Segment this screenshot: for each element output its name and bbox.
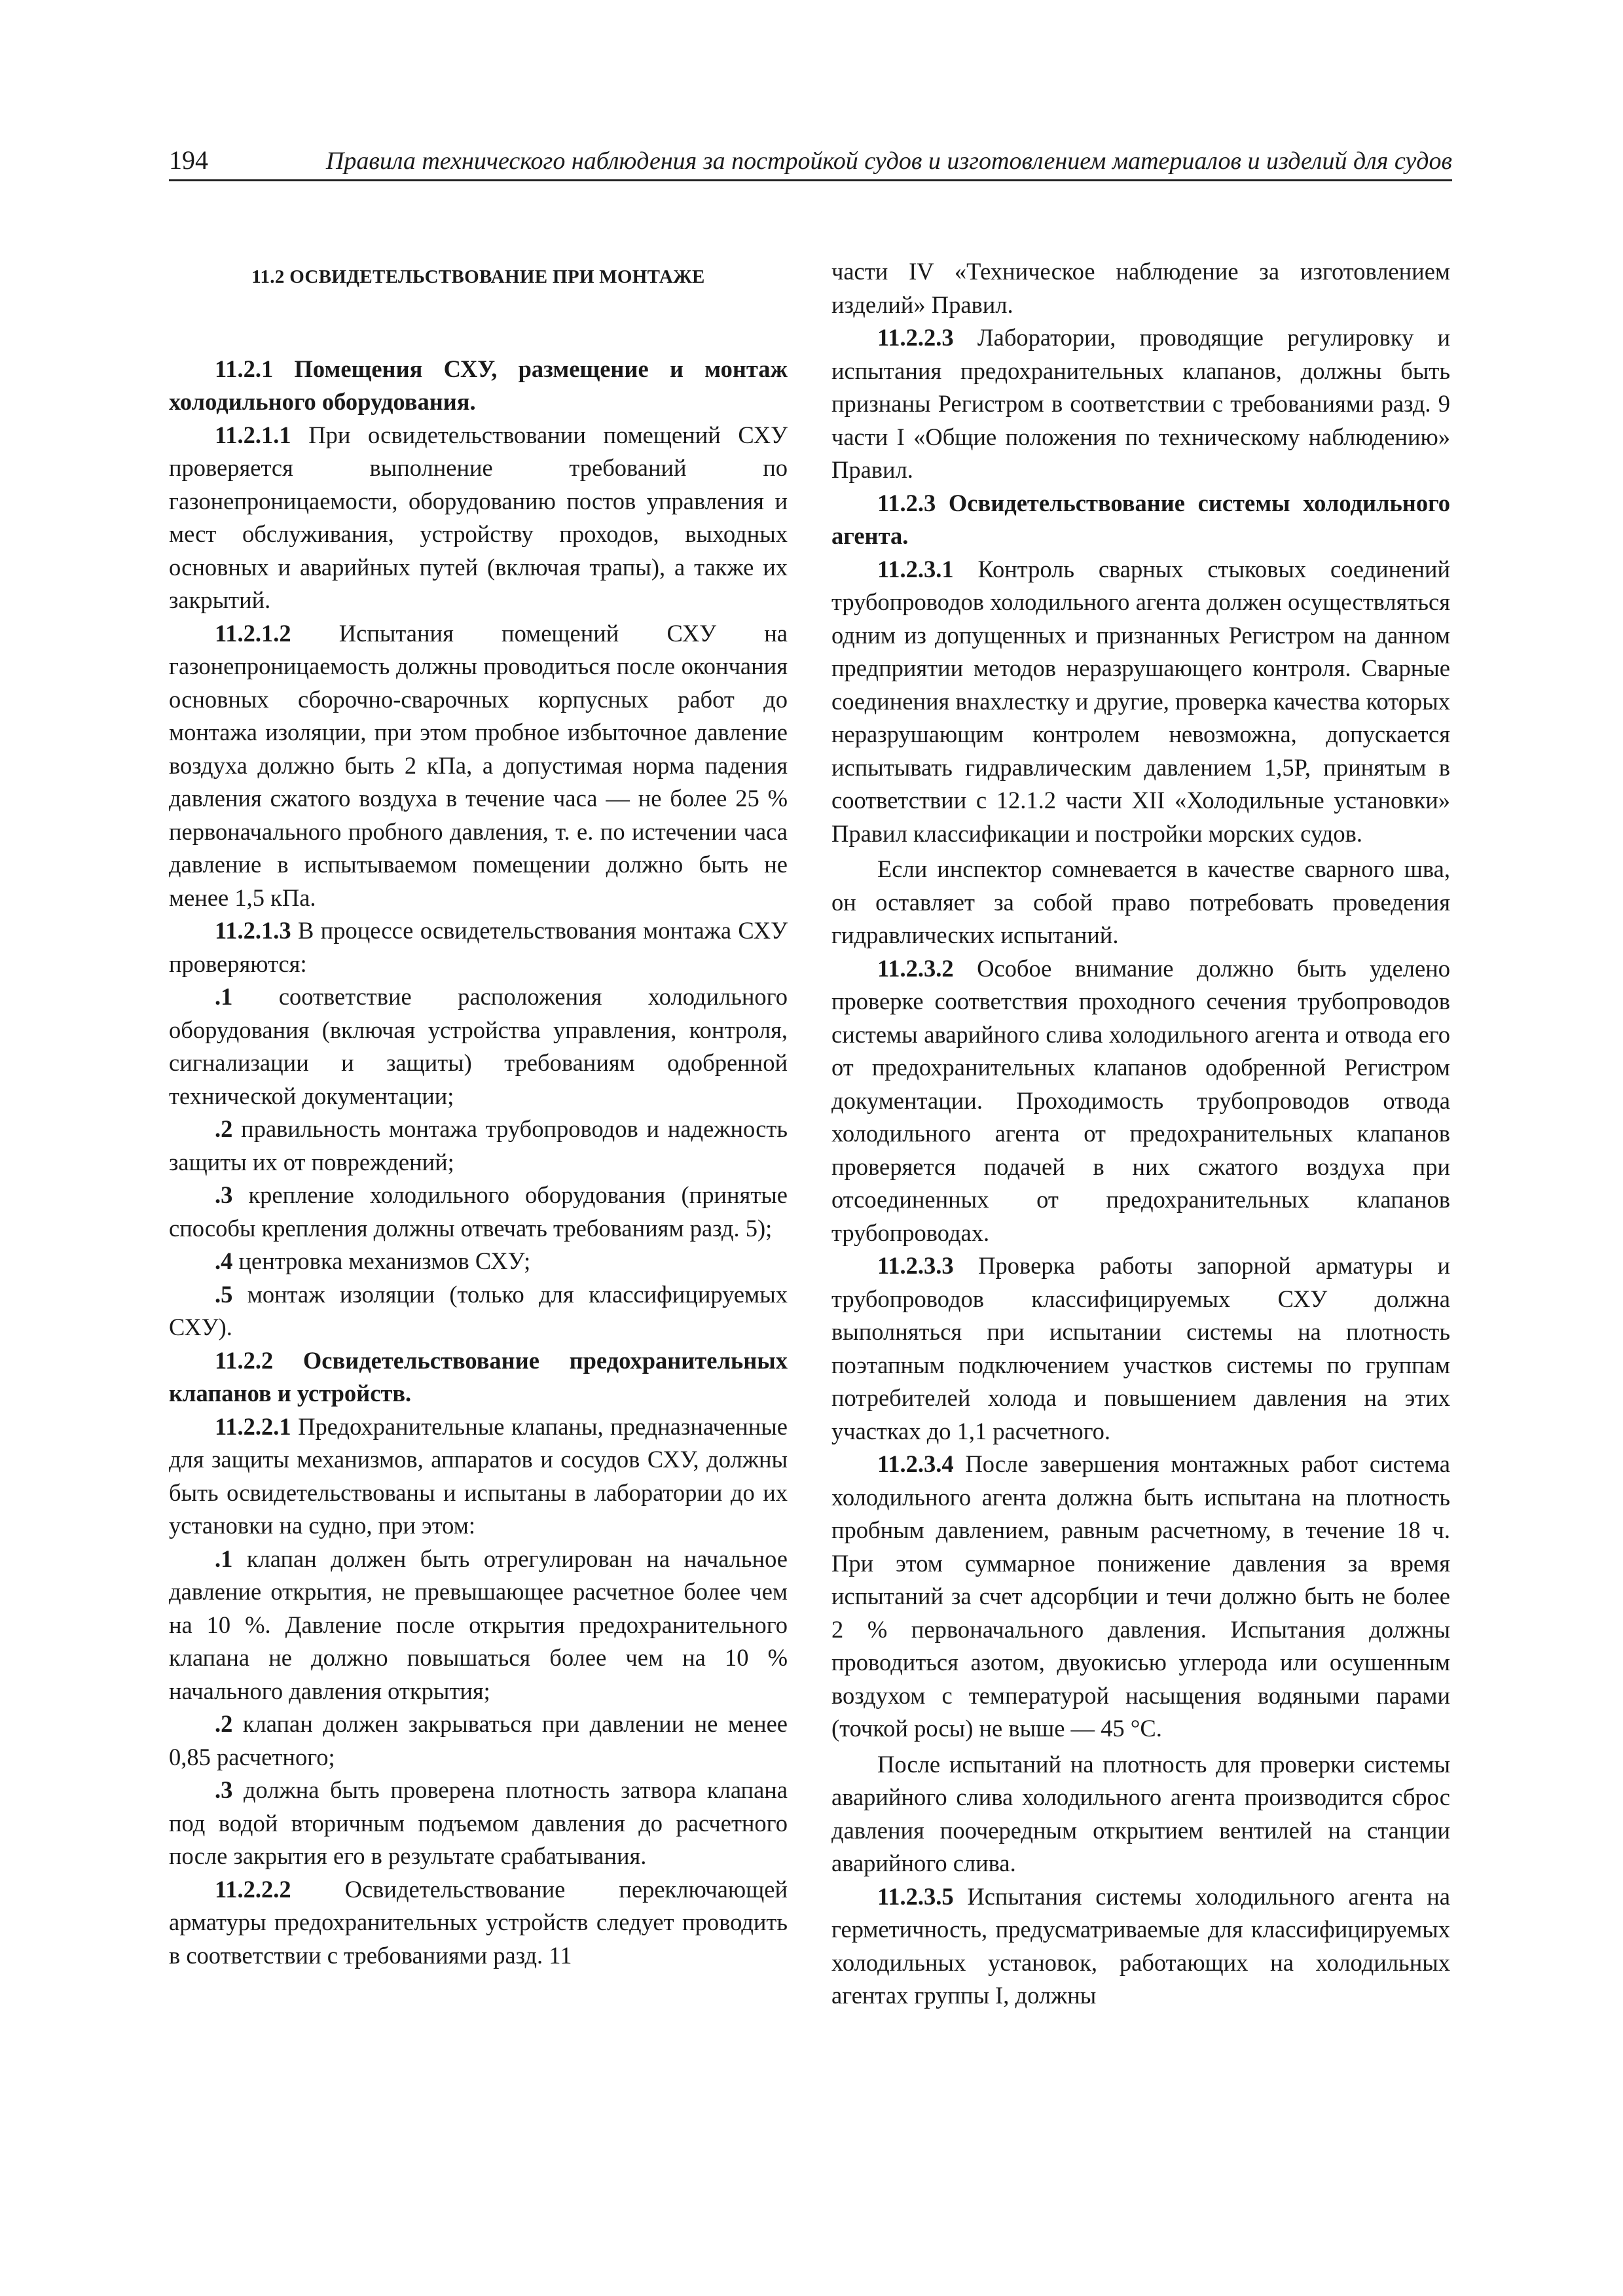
list-item-5	[169, 1278, 788, 1344]
page-number: 194	[169, 145, 208, 175]
item-number: .1	[215, 983, 233, 1010]
clause-text: Лаборатории, проводящие регулировку и испытания предохранительных клапанов, должны быть признаны Регистром в соответствии с требованиями разд. 9 части I «Общие положения по техническому наблюдению» Правил.	[831, 324, 1450, 483]
clause-number: 11.2.3.5	[877, 1882, 954, 1910]
right-column	[831, 255, 1450, 2013]
left-column	[169, 255, 788, 1972]
running-title: Правила технического наблюдения за постройкой судов и изготовлением материалов и изделий для судов	[325, 147, 1452, 175]
subsection-heading-11-2-3: 11.2.3 Освидетельствование системы холодильного агента.	[831, 489, 1450, 549]
item-text: должна быть проверена плотность затвора клапана под водой вторичным подъемом давления до расчетного после закрытия его в результате срабатывания.	[169, 1776, 788, 1869]
clause-text: Испытания системы холодильного агента на герметичность, предусматриваемые для классифицируемых холодильных установок, работающих на холодильных агентах группы I, должны	[831, 1882, 1450, 2009]
list-item-1	[169, 1543, 788, 1708]
clause-text: При освидетельствовании помещений СХУ проверяется выполнение требований по газонепроницаемости, оборудованию постов управления и мест обслуживания, устройству проходов, выходных основных и аварийных путей (включая трапы), а также их закрытий.	[169, 421, 788, 613]
clause-text: Контроль сварных стыковых соединений трубопроводов холодильного агента должен осуществляться одним из допущенных и признанных Регистром на данном предприятии методов неразрушающего контроля. Сварные соединения внахлестку и другие, проверка качества которых неразрушающим контролем невозможна, допускается испытывать гидравлическим давлением 1,5P, принятым в соответствии с 12.1.2 части XII «Холодильные установки» Правил классификации и постройки морских судов.	[831, 555, 1451, 847]
item-text: центровка механизмов СХУ;	[238, 1247, 531, 1274]
item-number: .3	[215, 1181, 233, 1208]
item-text: правильность монтажа трубопроводов и надежность защиты их от повреждений;	[169, 1115, 788, 1175]
subsection-heading-11-2-1: 11.2.1 Помещения СХУ, размещение и монтаж холодильного оборудования.	[169, 355, 788, 415]
item-number: .5	[215, 1280, 233, 1308]
clause-text: После завершения монтажных работ система холодильного агента должна быть испытана на плотность пробным давлением, равным расчетному, в течение 18 ч. При этом суммарное понижение давления за время испытаний за счет адсорбции и течи должно быть не более 2 % первоначального давления. Испытания должны проводиться азотом, двуокисью углерода или осушенным воздухом с температурой насыщения водяными парами (точкой росы) не выше — 45 °С.	[831, 1450, 1451, 1742]
item-text: соответствие расположения холодильного оборудования (включая устройства управления, контроля, сигнализации и защиты) требованиям одобренной технической документации;	[169, 983, 788, 1109]
paragraph-11-2-2-1	[169, 1410, 788, 1543]
subsection-heading-11-2-2: 11.2.2 Освидетельствование предохранительных клапанов и устройств.	[169, 1346, 788, 1407]
item-text: клапан должен быть отрегулирован на начальное давление открытия, не превышающее расчетное более чем на 10 %. Давление после открытия предохранительного клапана не должно повышаться более чем на 10 % начального давления открытия;	[169, 1545, 788, 1704]
paragraph-11-2-1-3	[169, 914, 788, 980]
list-item-4	[169, 1245, 788, 1278]
clause-number: 11.2.3.4	[877, 1450, 954, 1477]
clause-text: Испытания помещений СХУ на газонепроницаемость должны проводиться после окончания основных сборочно-сварочных корпусных работ до монтажа изоляции, при этом пробное избыточное давление воздуха должно быть 2 кПа, а допустимая норма падения давления сжатого воздуха в течение часа — не более 25 % первоначального пробного давления, т. е. по истечении часа давление в испытываемом помещении должно быть не менее 1,5 кПа.	[169, 619, 788, 911]
clause-number: 11.2.1.1	[215, 421, 291, 448]
clause-text: Проверка работы запорной арматуры и трубопроводов классифицируемых СХУ должна выполняться при испытании системы на плотность поэтапным подключением участков системы по группам потребителей холода и повышением давления на этих участках до 1,1 расчетного.	[831, 1252, 1450, 1444]
item-text: крепление холодильного оборудования (принятые способы крепления должны отвечать требованиям разд. 5);	[169, 1181, 788, 1242]
item-number: .4	[215, 1247, 233, 1274]
paragraph-after-tests: После испытаний на плотность для проверки системы аварийного слива холодильного агента производится сброс давления поочередным открытием вентилей на станции аварийного слива.	[831, 1750, 1450, 1876]
page-header	[169, 140, 1452, 181]
item-text: клапан должен закрываться при давлении не менее 0,85 расчетного;	[169, 1710, 788, 1770]
item-number: .3	[215, 1776, 233, 1803]
item-number: .2	[215, 1115, 233, 1142]
clause-number: 11.2.2.1	[215, 1412, 291, 1440]
section-title: 11.2 ОСВИДЕТЕЛЬСТВОВАНИЕ ПРИ МОНТАЖЕ	[251, 266, 705, 287]
paragraph-11-2-2-2-continued: части IV «Техническое наблюдение за изготовлением изделий» Правил.	[831, 258, 1450, 318]
clause-number: 11.2.1.3	[215, 917, 291, 944]
clause-number: 11.2.3.2	[877, 954, 954, 982]
paragraph-inspector: Если инспектор сомневается в качестве сварного шва, он оставляет за собой право потребовать проведения гидравлических испытаний.	[831, 855, 1450, 948]
item-number: .2	[215, 1710, 233, 1737]
item-number: .1	[215, 1545, 233, 1572]
clause-number: 11.2.3.1	[877, 555, 954, 583]
list-item-3	[169, 1774, 788, 1873]
list-item-2	[169, 1708, 788, 1774]
clause-text: Освидетельствование переключающей арматуры предохранительных устройств следует проводить в соответствии с требованиями разд. 11	[169, 1875, 788, 1969]
clause-text: В процессе освидетельствования монтажа СХУ проверяются:	[169, 917, 788, 977]
clause-number: 11.2.2.3	[877, 324, 954, 351]
clause-number: 11.2.3.3	[877, 1252, 954, 1279]
paragraph-11-2-2-3	[831, 321, 1450, 487]
list-item-3	[169, 1179, 788, 1245]
item-text: монтаж изоляции (только для классифицируемых СХУ).	[169, 1280, 788, 1340]
paragraph-11-2-3-2	[831, 952, 1450, 1250]
paragraph-11-2-1-1	[169, 419, 788, 617]
paragraph-11-2-1-2	[169, 617, 788, 915]
paragraph-11-2-3-1	[831, 553, 1450, 851]
clause-text: Особое внимание должно быть уделено проверке соответствия проходного сечения трубопроводов системы аварийного слива холодильного агента и отвода его от предохранительных клапанов одобренной Регистром документации. Проходимость трубопроводов отвода холодильного агента от предохранительных клапанов проверяется подачей в них сжатого воздуха при отсоединенных от предохранительных клапанов трубопроводах.	[831, 954, 1451, 1246]
clause-number: 11.2.2.2	[215, 1875, 291, 1903]
list-item-2	[169, 1113, 788, 1179]
paragraph-11-2-3-3	[831, 1249, 1450, 1448]
paragraph-11-2-3-4	[831, 1448, 1450, 1746]
paragraph-11-2-3-5	[831, 1880, 1450, 2013]
paragraph-11-2-2-2	[169, 1873, 788, 1973]
list-item-1	[169, 980, 788, 1113]
clause-number: 11.2.1.2	[215, 619, 291, 647]
clause-text: Предохранительные клапаны, предназначенные для защиты механизмов, аппаратов и сосудов СХУ, должны быть освидетельствованы и испытаны в лаборатории до их установки на судно, при этом:	[169, 1412, 788, 1539]
